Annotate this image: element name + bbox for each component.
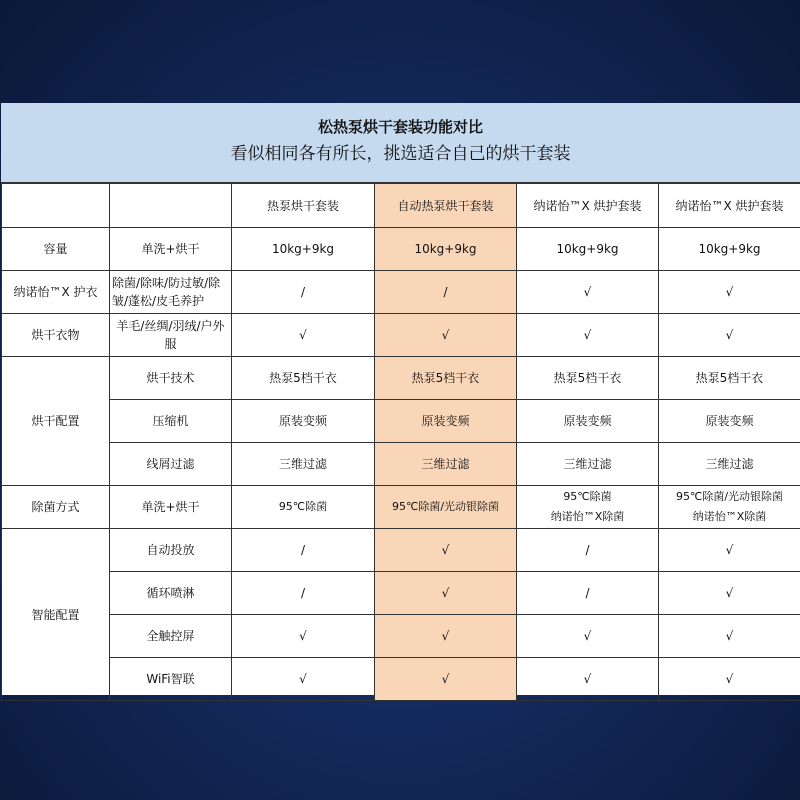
row-subcategory: 全触控屏 — [110, 615, 232, 658]
table-cell: √ — [517, 271, 659, 314]
table-cell: √ — [659, 572, 800, 615]
table-cell: 热泵5档干衣 — [232, 357, 375, 400]
table-row — [2, 443, 800, 486]
table-cell — [232, 486, 375, 529]
table-cell: / — [232, 572, 375, 615]
row-subcategory: 烘干技术 — [110, 357, 232, 400]
row-subcategory: 自动投放 — [110, 529, 232, 572]
cell-line: 95℃除菌/光动银除菌 — [391, 500, 500, 513]
column-header: 纳诺怡™X 烘护套装 — [517, 184, 659, 228]
table-cell: √ — [659, 314, 800, 357]
table-row — [2, 357, 800, 400]
table-row — [2, 658, 800, 701]
table-cell — [375, 486, 517, 529]
row-category: 智能配置 — [2, 529, 110, 701]
table-header-row — [2, 184, 800, 228]
blank-cell — [2, 184, 110, 228]
table-cell: √ — [375, 572, 517, 615]
table-row — [2, 529, 800, 572]
table-cell: √ — [232, 314, 375, 357]
table-cell: 10kg+9kg — [517, 228, 659, 271]
table-cell: √ — [659, 271, 800, 314]
table-cell: 原装变频 — [659, 400, 800, 443]
cell-line: 纳诺怡™X除菌 — [550, 510, 625, 523]
table-cell: √ — [375, 615, 517, 658]
table-cell: 10kg+9kg — [659, 228, 800, 271]
table-cell: 三维过滤 — [375, 443, 517, 486]
row-subcategory: 线屑过滤 — [110, 443, 232, 486]
page-subtitle: 看似相同各有所长，挑选适合自己的烘干套装 — [230, 144, 571, 164]
table-cell: √ — [659, 529, 800, 572]
row-category: 烘干衣物 — [2, 314, 110, 357]
table-row — [2, 486, 800, 529]
table-cell: √ — [232, 658, 375, 701]
row-category: 纳诺怡™X 护衣 — [2, 271, 110, 314]
table-cell: / — [375, 271, 517, 314]
table-cell: √ — [232, 615, 375, 658]
table-cell: √ — [659, 615, 800, 658]
table-cell: 热泵5档干衣 — [517, 357, 659, 400]
table-row — [2, 314, 800, 357]
row-subcategory: 压缩机 — [110, 400, 232, 443]
table-cell: 热泵5档干衣 — [659, 357, 800, 400]
table-cell: 原装变频 — [375, 400, 517, 443]
table-cell: 10kg+9kg — [232, 228, 375, 271]
table-cell: 原装变频 — [517, 400, 659, 443]
cell-line: 95℃除菌 — [278, 500, 328, 513]
table-cell: √ — [517, 658, 659, 701]
comparison-table — [1, 183, 800, 701]
table-cell: / — [232, 529, 375, 572]
cell-line: 95℃除菌/光动银除菌 — [675, 490, 784, 503]
row-subcategory: 单洗+烘干 — [110, 228, 232, 271]
row-subcategory: WiFi智联 — [110, 658, 232, 701]
table-cell: / — [517, 572, 659, 615]
row-subcategory: 单洗+烘干 — [110, 486, 232, 529]
table-row — [2, 615, 800, 658]
comparison-card — [1, 103, 800, 695]
table-row — [2, 271, 800, 314]
column-header: 热泵烘干套装 — [232, 184, 375, 228]
table-cell: / — [232, 271, 375, 314]
row-subcategory: 除菌/除味/防过敏/除皱/蓬松/皮毛养护 — [110, 271, 232, 314]
cell-line: 纳诺怡™X除菌 — [692, 510, 767, 523]
table-cell: 三维过滤 — [232, 443, 375, 486]
row-category: 烘干配置 — [2, 357, 110, 486]
table-cell: √ — [375, 658, 517, 701]
table-cell: √ — [375, 529, 517, 572]
cell-line: 95℃除菌 — [563, 490, 612, 503]
column-header: 纳诺怡™X 烘护套装 — [659, 184, 800, 228]
row-category: 容量 — [2, 228, 110, 271]
comparison-header — [1, 103, 800, 183]
table-cell: √ — [375, 314, 517, 357]
table-cell — [659, 486, 800, 529]
column-header-highlighted: 自动热泵烘干套装 — [375, 184, 517, 228]
table-cell: 三维过滤 — [659, 443, 800, 486]
table-cell: / — [517, 529, 659, 572]
table-cell: 10kg+9kg — [375, 228, 517, 271]
table-cell: √ — [517, 314, 659, 357]
table-cell — [517, 486, 659, 529]
table-cell: 原装变频 — [232, 400, 375, 443]
row-category: 除菌方式 — [2, 486, 110, 529]
table-row — [2, 572, 800, 615]
blank-cell — [110, 184, 232, 228]
row-subcategory: 羊毛/丝绸/羽绒/户外服 — [110, 314, 232, 357]
table-cell: 三维过滤 — [517, 443, 659, 486]
row-subcategory: 循环喷淋 — [110, 572, 232, 615]
table-row — [2, 400, 800, 443]
table-row — [2, 228, 800, 271]
table-cell: √ — [517, 615, 659, 658]
table-cell: 热泵5档干衣 — [375, 357, 517, 400]
table-cell: √ — [659, 658, 800, 701]
page-title: 松热泵烘干套装功能对比 — [317, 118, 483, 136]
